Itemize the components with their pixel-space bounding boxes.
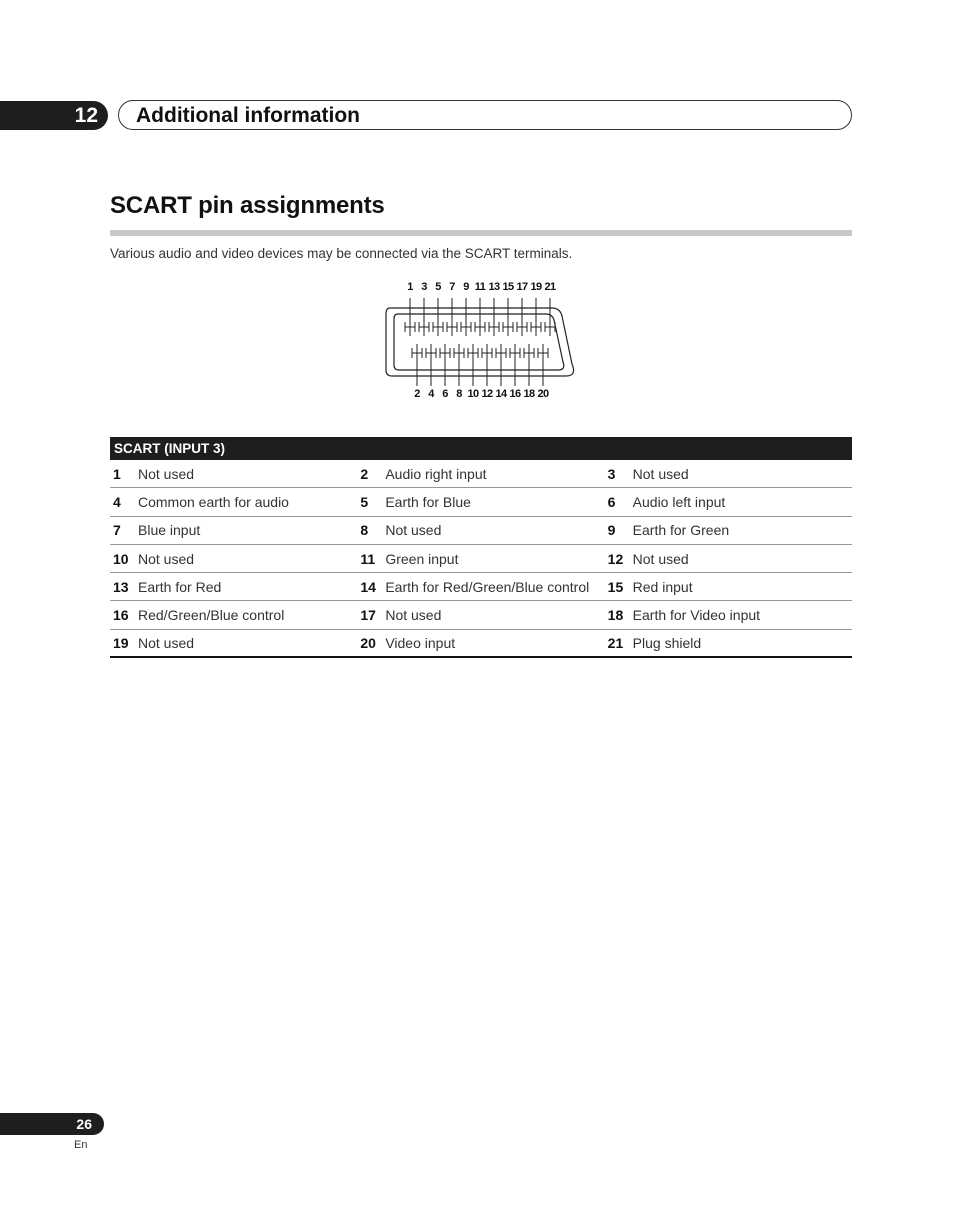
pin-description: Not used bbox=[632, 465, 689, 482]
scart-connector-diagram bbox=[380, 278, 582, 408]
pin-number: 18 bbox=[607, 607, 624, 624]
section-title: SCART pin assignments bbox=[110, 192, 385, 219]
pin-number: 4 bbox=[113, 493, 121, 510]
pin-cell bbox=[110, 635, 357, 651]
pin-cell bbox=[357, 466, 604, 482]
pin-label-top: 1 bbox=[407, 281, 413, 293]
pin-cell bbox=[110, 607, 357, 623]
pin-number: 1 bbox=[113, 465, 121, 482]
pin-label-top: 19 bbox=[530, 281, 542, 293]
pin-cell bbox=[605, 522, 852, 538]
pin-description: Not used bbox=[138, 550, 195, 567]
pin-description: Video input bbox=[385, 634, 456, 651]
pin-number: 17 bbox=[360, 607, 376, 624]
pin-label-bottom: 16 bbox=[509, 388, 521, 400]
title-rule bbox=[110, 230, 852, 236]
pin-number: 13 bbox=[113, 578, 129, 595]
pin-label-bottom: 14 bbox=[495, 388, 507, 400]
pin-number: 21 bbox=[607, 634, 624, 651]
pin-number: 20 bbox=[360, 634, 376, 651]
pin-cell bbox=[605, 607, 852, 623]
pin-label-bottom: 2 bbox=[414, 388, 420, 400]
table-row bbox=[110, 573, 852, 601]
pin-label-top: 11 bbox=[474, 281, 486, 293]
pin-cell bbox=[357, 494, 604, 510]
pin-label-top: 13 bbox=[488, 281, 500, 293]
pin-cell bbox=[605, 551, 852, 567]
pin-cell bbox=[605, 579, 852, 595]
pin-cell bbox=[357, 607, 604, 623]
pin-number: 14 bbox=[360, 578, 376, 595]
table-row bbox=[110, 545, 852, 573]
pin-number: 8 bbox=[360, 522, 369, 539]
pin-cell bbox=[110, 466, 357, 482]
chapter-number: 12 bbox=[74, 103, 98, 127]
pin-description: Not used bbox=[138, 465, 195, 482]
pin-label-bottom: 8 bbox=[456, 388, 462, 400]
table-row bbox=[110, 488, 852, 516]
pin-number: 6 bbox=[607, 493, 616, 510]
pin-description: Common earth for audio bbox=[138, 493, 289, 510]
pin-description: Audio right input bbox=[385, 465, 487, 482]
pin-description: Earth for Video input bbox=[632, 607, 761, 624]
pin-number: 9 bbox=[607, 522, 616, 539]
pin-description: Earth for Red bbox=[138, 578, 222, 595]
chapter-number-tab bbox=[0, 101, 108, 130]
pin-cell bbox=[357, 579, 604, 595]
pin-cell bbox=[110, 579, 357, 595]
pin-description: Earth for Blue bbox=[385, 493, 471, 510]
pin-cell bbox=[357, 522, 604, 538]
pin-label-top: 9 bbox=[463, 281, 469, 293]
pin-label-bottom: 20 bbox=[537, 388, 549, 400]
pin-cell bbox=[110, 551, 357, 567]
pin-cell bbox=[110, 522, 357, 538]
pin-label-top: 3 bbox=[421, 281, 427, 293]
table-body bbox=[110, 460, 852, 658]
pin-number: 19 bbox=[113, 634, 129, 651]
page-number: 26 bbox=[76, 1116, 92, 1132]
table-title: SCART (INPUT 3) bbox=[110, 437, 852, 460]
pin-number: 12 bbox=[607, 550, 624, 567]
pin-cell bbox=[605, 494, 852, 510]
pin-label-bottom: 4 bbox=[428, 388, 434, 400]
pin-description: Earth for Red/Green/Blue control bbox=[385, 578, 590, 595]
pin-number: 5 bbox=[360, 493, 369, 510]
pin-cell bbox=[605, 466, 852, 482]
pin-label-top: 5 bbox=[435, 281, 441, 293]
intro-text: Various audio and video devices may be connected via the SCART terminals. bbox=[110, 246, 573, 261]
pin-cell bbox=[357, 635, 604, 651]
pin-description: Not used bbox=[138, 634, 195, 651]
pin-number: 3 bbox=[607, 465, 616, 482]
pin-label-bottom: 12 bbox=[481, 388, 493, 400]
table-row bbox=[110, 601, 852, 629]
pin-label-top: 17 bbox=[516, 281, 528, 293]
pin-cell bbox=[357, 551, 604, 567]
pin-cell bbox=[110, 494, 357, 510]
pin-description: Not used bbox=[385, 522, 442, 539]
pin-description: Not used bbox=[385, 607, 442, 624]
pin-label-top: 7 bbox=[449, 281, 455, 293]
table-row bbox=[110, 460, 852, 488]
table-row bbox=[110, 630, 852, 658]
pin-description: Not used bbox=[632, 550, 689, 567]
scart-pin-table bbox=[110, 437, 852, 658]
pin-cell bbox=[605, 635, 852, 651]
pin-description: Plug shield bbox=[632, 634, 702, 651]
chapter-title: Additional information bbox=[136, 104, 360, 127]
pin-number: 10 bbox=[113, 550, 129, 567]
pin-label-top: 15 bbox=[502, 281, 514, 293]
table-row bbox=[110, 517, 852, 545]
pin-label-bottom: 6 bbox=[442, 388, 448, 400]
pin-description: Red input bbox=[632, 578, 693, 595]
pin-number: 2 bbox=[360, 465, 369, 482]
language-label: En bbox=[74, 1139, 88, 1151]
pin-label-top: 21 bbox=[544, 281, 556, 293]
pin-description: Blue input bbox=[138, 522, 201, 539]
pin-number: 11 bbox=[360, 550, 376, 567]
pin-label-bottom: 18 bbox=[523, 388, 535, 400]
page-number-tab bbox=[0, 1113, 104, 1135]
pin-description: Red/Green/Blue control bbox=[138, 607, 285, 624]
pin-label-bottom: 10 bbox=[467, 388, 479, 400]
pin-number: 15 bbox=[607, 578, 624, 595]
pin-number: 7 bbox=[113, 522, 121, 539]
pin-number: 16 bbox=[113, 607, 129, 624]
pin-description: Green input bbox=[385, 550, 459, 567]
pin-description: Earth for Green bbox=[632, 522, 730, 539]
pin-description: Audio left input bbox=[632, 493, 726, 510]
